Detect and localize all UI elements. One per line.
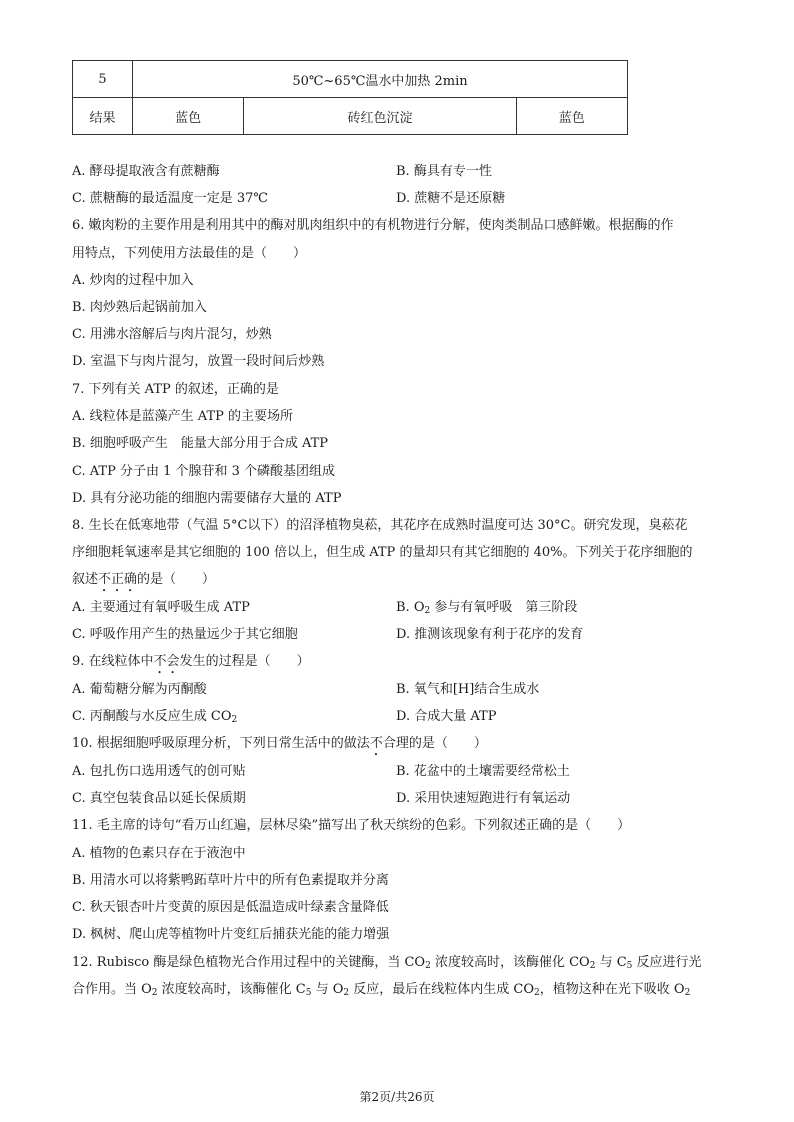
option-b: B. 酶具有专一性 bbox=[396, 164, 492, 179]
option-a: A. 葡萄糖分解为丙酮酸 bbox=[72, 682, 207, 697]
option-a: A. 植物的色素只存在于液泡中 bbox=[72, 846, 246, 861]
stem-text: 合作用。当 O bbox=[72, 982, 152, 997]
stem-text: 反应进行光 bbox=[632, 955, 702, 970]
table-row bbox=[73, 98, 628, 135]
question-stem bbox=[72, 571, 215, 595]
option-c bbox=[72, 708, 237, 726]
stem-text: 浓度较高时，该酶催化 C bbox=[157, 982, 306, 997]
subscript: 2 bbox=[424, 606, 431, 616]
option-c: C. 呼吸作用产生的热量远少于其它细胞 bbox=[72, 627, 298, 642]
question-stem: 7. 下列有关 ATP 的叙述，正确的是 bbox=[72, 382, 279, 397]
question-stem: 序细胞耗氧速率是其它细胞的 100 倍以上，但生成 ATP 的量却只有其它细胞的 40%。下列关于花序细胞的 bbox=[72, 545, 693, 560]
option-c: C. 蔗糖酶的最适温度一定是 37℃ bbox=[72, 191, 268, 206]
subscript: 5 bbox=[626, 961, 633, 971]
option-d: D. 推测该现象有利于花序的发育 bbox=[396, 627, 584, 642]
question-stem: 8. 生长在低寒地带（气温 5°C以下）的沼泽植物臭菘，其花序在成熟时温度可达 30°C。研究发现，臭菘花 bbox=[72, 518, 688, 533]
page-footer: 第2页/共26页 bbox=[359, 1090, 435, 1104]
stem-text: 12. Rubisco 酶是绿色植物光合作用过程中的关键酶，当 CO bbox=[72, 955, 426, 970]
stem-text: 浓度较高时，该酶催化 CO bbox=[430, 955, 590, 970]
stem-text: 叙述 bbox=[72, 572, 99, 587]
option-a: A. 主要通过有氧呼吸生成 ATP bbox=[72, 600, 250, 615]
subscript: 2 bbox=[151, 988, 158, 998]
stem-text: 反应，最后在线粒体内生成 CO bbox=[349, 982, 535, 997]
option-d: D. 蔗糖不是还原糖 bbox=[396, 191, 506, 206]
option-text: 参与有氧呼吸 第三阶段 bbox=[430, 600, 578, 615]
option-d: D. 具有分泌功能的细胞内需要储存大量的 ATP bbox=[72, 491, 342, 506]
option-c: C. 真空包装食品以延长保质期 bbox=[72, 791, 246, 806]
table-row bbox=[73, 61, 628, 98]
option-b: B. 花盆中的土壤需要经常松土 bbox=[396, 764, 570, 779]
option-d: D. 合成大量 ATP bbox=[396, 709, 497, 724]
table-cell: 50℃~65℃温水中加热 2min bbox=[133, 61, 628, 98]
option-b bbox=[396, 599, 577, 617]
subscript: 2 bbox=[425, 961, 431, 971]
option-text: C. 丙酮酸与水反应生成 CO bbox=[72, 709, 232, 724]
stem-text: ，植物这种在光下吸收 O bbox=[539, 982, 685, 997]
question-stem: 11. 毛主席的诗句“看万山红遍，层林尽染”描写出了秋天缤纷的色彩。下列叙述正确的是（ ） bbox=[72, 818, 631, 833]
table-cell: 结果 bbox=[73, 98, 133, 135]
option-a: A. 包扎伤口选用透气的创可贴 bbox=[72, 764, 246, 779]
option-b: B. 细胞呼吸产生 能量大部分用于合成 ATP bbox=[72, 436, 329, 451]
option-a: A. 炒肉的过程中加入 bbox=[72, 273, 194, 288]
table-cell: 蓝色 bbox=[516, 98, 627, 135]
table-cell: 砖红色沉淀 bbox=[244, 98, 516, 135]
result-table bbox=[72, 60, 628, 135]
stem-text: 10. 根据细胞呼吸原理分析，下列日常生活中的做法 bbox=[72, 736, 370, 751]
question-stem bbox=[72, 954, 702, 972]
question-stem bbox=[72, 735, 487, 759]
question-stem: 用特点，下列使用方法最佳的是（ ） bbox=[72, 246, 307, 261]
option-b: B. 肉炒熟后起锅前加入 bbox=[72, 300, 207, 315]
stem-text: 9. 在线粒体中 bbox=[72, 654, 154, 669]
option-a: A. 酵母提取液含有蔗糖酶 bbox=[72, 164, 220, 179]
subscript: 2 bbox=[343, 988, 350, 998]
table-cell: 5 bbox=[73, 61, 133, 98]
emphasis-text: 不 bbox=[369, 736, 383, 751]
option-c: C. 用沸水溶解后与肉片混匀，炒熟 bbox=[72, 327, 272, 342]
subscript: 5 bbox=[305, 988, 312, 998]
option-b: B. 氧气和[H]结合生成水 bbox=[396, 682, 540, 697]
option-b: B. 用清水可以将紫鸭跖草叶片中的所有色素提取并分离 bbox=[72, 873, 389, 888]
stem-text: 合理的是（ ） bbox=[382, 736, 487, 751]
stem-text: 发生的过程是（ ） bbox=[179, 654, 310, 669]
option-c: C. ATP 分子由 1 个腺苷和 3 个磷酸基团组成 bbox=[72, 464, 336, 479]
question-stem: 6. 嫩肉粉的主要作用是利用其中的酶对肌肉组织中的有机物进行分解，使肉类制品口感鲜嫩。根据酶的作 bbox=[72, 218, 674, 233]
emphasis-text: 不会 bbox=[153, 654, 180, 669]
stem-text: 的是（ ） bbox=[137, 572, 216, 587]
option-c: C. 秋天银杏叶片变黄的原因是低温造成叶绿素含量降低 bbox=[72, 900, 389, 915]
option-d: D. 室温下与肉片混匀，放置一段时间后炒熟 bbox=[72, 354, 325, 369]
subscript: 2 bbox=[534, 988, 540, 998]
option-a: A. 线粒体是蓝藻产生 ATP 的主要场所 bbox=[72, 409, 294, 424]
question-stem bbox=[72, 981, 690, 999]
option-d: D. 枫树、爬山虎等植物叶片变红后捕获光能的能力增强 bbox=[72, 927, 390, 942]
stem-text: 与 O bbox=[311, 982, 344, 997]
subscript: 2 bbox=[589, 961, 596, 971]
option-d: D. 采用快速短跑进行有氧运动 bbox=[396, 791, 571, 806]
stem-text: 与 C bbox=[595, 955, 627, 970]
subscript: 2 bbox=[231, 715, 238, 725]
question-stem bbox=[72, 653, 310, 677]
subscript: 2 bbox=[684, 988, 691, 998]
option-text: B. O bbox=[396, 600, 425, 615]
emphasis-text: 不正确 bbox=[98, 572, 138, 587]
table-cell: 蓝色 bbox=[133, 98, 244, 135]
